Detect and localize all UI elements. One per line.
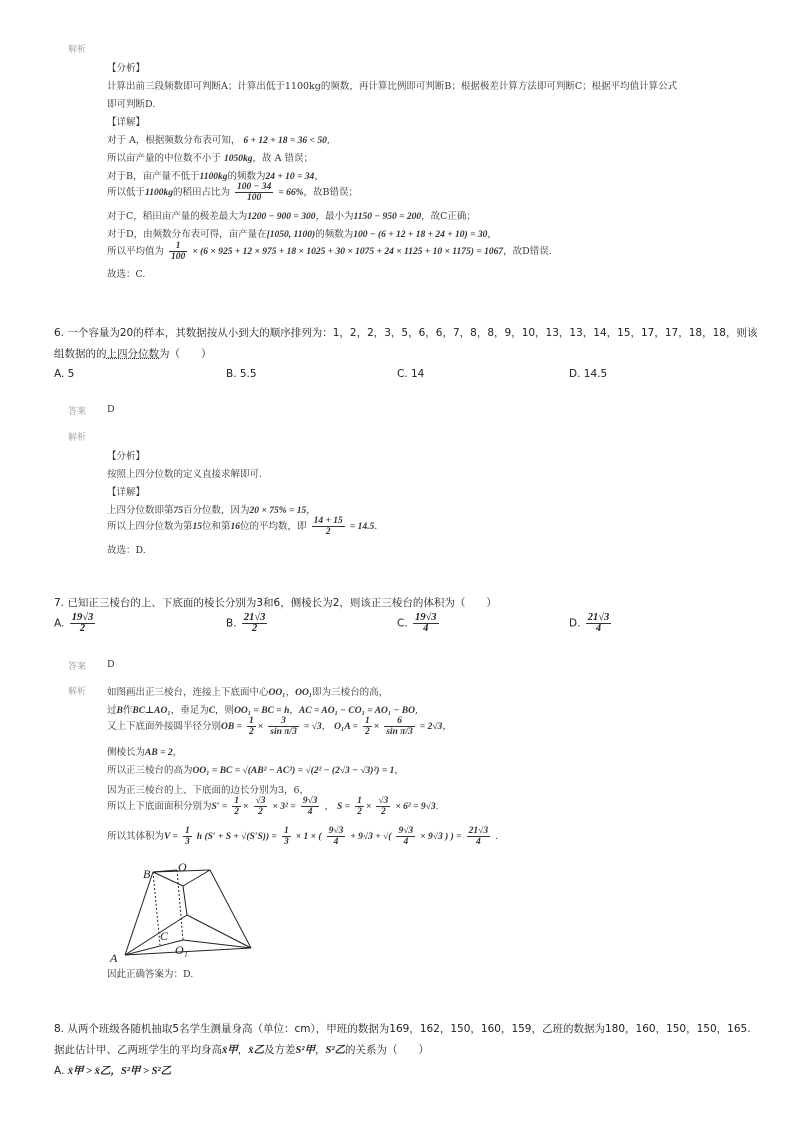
analysis-tag: 【分析】 xyxy=(107,451,146,462)
option-b: B. 5.5 xyxy=(226,368,257,380)
bottom-edge xyxy=(125,948,251,955)
analysis-label: 解析 xyxy=(68,45,87,55)
option-b: B. $\frac{21√3}{2}$ xyxy=(226,612,266,634)
option-c: C. 14 xyxy=(397,368,425,380)
option-a: A. $\frac{19√3}{2}$ xyxy=(54,612,94,634)
solution-line: 所以上下底面面积分别为S′ = $\frac{1}{2}$ × $\frac{√3}{2}$ × 3² = $\frac{9√3}{4}$ ， S = $\frac{1}{2}$ × $\frac{√3}{2}$ × 6² = 9√3. xyxy=(107,796,439,817)
solution-line: 又上下底面外接圆半径分别OB = $\frac{1}{2}$ × $\frac{3}{\text{sin π/3}}$ = √3， O₁A = $\frac{1}{2}$ × $\frac{6}{\text{sin π/3}}$ = 2√3， xyxy=(107,716,452,737)
right-edge xyxy=(210,870,251,948)
detail-tag: 【详解】 xyxy=(107,117,146,128)
analysis-line: 按照上四分位数的定义直接求解即可. xyxy=(107,469,263,480)
option-d: D. 14.5 xyxy=(569,368,608,380)
solution-line: 对于B，亩产量不低于1100kg的频数为24 + 10 = 34， xyxy=(107,171,324,182)
solution-line: 对于C，稻田亩产量的极差最大为1200 − 900 = 300，最小为1150 − 950 = 200，故C正确； xyxy=(107,211,476,222)
solution-line: 所以正三棱台的高为OO₁ = BC = √(AB² − AC²) = √(2² − (2√3 − √3)²) = 1， xyxy=(107,765,404,776)
solution-line: 所以上四分位数为第15位和第16位的平均数，即 $\frac{14 + 15}{2}$ = 14.5. xyxy=(107,516,378,537)
analysis-tag: 【分析】 xyxy=(107,63,146,74)
solution-line: 对于 A，根据频数分布表可知， 6 + 12 + 18 = 36 < 50, xyxy=(107,135,330,146)
solution-line: 如图画出正三棱台，连接上下底面中心OO₁，OO₁即为三棱台的高， xyxy=(107,687,389,698)
option-a: A. x̄甲 > x̄乙，S²甲 > S²乙 xyxy=(54,1065,172,1077)
segment-bc xyxy=(153,872,160,945)
answer-value: D xyxy=(107,404,115,415)
analysis-line: 计算出前三段频数即可判断A；计算出低于1100kg的频数，再计算比例即可判断B；根据极差计算方法即可判断C；根据平均值计算公式 xyxy=(107,81,678,92)
solution-line: 过B作BC⊥AO₁，垂足为C，则OO₁ = BC = h，AC = AO₁ − CO₁ = AO₁ − BO, xyxy=(107,705,418,716)
option-c: C. $\frac{19√3}{4}$ xyxy=(397,612,437,634)
question-stem: 据此估计甲、乙两班学生的平均身高x̄甲，x̄乙及方差S²甲，S²乙的关系为（ ） xyxy=(54,1044,429,1056)
label-o1: O₁ xyxy=(175,943,188,957)
solution-line: 侧棱长为AB = 2， xyxy=(107,747,183,758)
conclusion: 故选：C. xyxy=(107,269,146,280)
solution-line: 所以亩产量的中位数不小于 1050kg，故 A 错误； xyxy=(107,153,313,164)
detail-tag: 【详解】 xyxy=(107,487,146,498)
solution-line: 对于D，由频数分布表可得，亩产量在[1050, 1100)的频数为100 − (6 + 12 + 18 + 24 + 10) = 30， xyxy=(107,229,497,240)
answer-label: 答案 xyxy=(68,407,87,417)
question-stem: 6. 一个容量为20的样本，其数据按从小到大的顺序排列为：1，2，2，3，5，6，6，7，8，8，9，10，13，13，14，15，17，17，18，18，则该 xyxy=(54,327,758,339)
option-d: D. $\frac{21√3}{4}$ xyxy=(569,612,610,634)
answer-value: D xyxy=(107,659,115,670)
solution-line: 所以平均值为 $\frac{1}{100}$ × (6 × 925 + 12 × 975 + 18 × 1025 + 30 × 1075 + 24 × 1125 + 10 × 1175) = 1067，故D错误. xyxy=(107,241,552,262)
solution-line: 所以其体积为V = $\frac{1}{3}$ h (S′ + S + √(S′S)) = $\frac{1}{3}$ × 1 × ( $\frac{9√3}{4}$ + 9√3 + √( $\frac{9√3}{4}$ × 9√3 ) ) = $\frac{21√3}{4}$ . xyxy=(107,826,499,847)
frustum-figure xyxy=(105,858,265,968)
segment-o1-right xyxy=(183,940,251,948)
label-b: B xyxy=(143,867,151,881)
label-a: A xyxy=(110,951,118,965)
solution-line: 上四分位数即第75百分位数，因为20 × 75% = 15， xyxy=(107,505,316,516)
conclusion: 因此正确答案为：D. xyxy=(107,969,194,980)
label-c: C xyxy=(160,929,169,943)
question-stem: 8. 从两个班级各随机抽取5名学生测量身高（单位：cm），甲班的数据为169，162，150，160，159，乙班的数据为180，160，150，150，165. xyxy=(54,1023,751,1035)
analysis-label: 解析 xyxy=(68,687,87,697)
option-a: A. 5 xyxy=(54,368,75,380)
segment-oo1 xyxy=(177,870,183,940)
question-stem: 7. 已知正三棱台的上、下底面的棱长分别为3和6，侧棱长为2，则该正三棱台的体积为（ ） xyxy=(54,597,497,609)
question-stem: 组数据的的上四分位数为（ ） xyxy=(54,348,212,360)
left-edge xyxy=(125,872,153,955)
bottom-back-edge xyxy=(187,915,251,948)
top-back-edge xyxy=(183,870,210,886)
label-o: O xyxy=(178,860,187,874)
solution-line: 所以低于1100kg的稻田占比为 $\frac{100 - 34}{100}$ = 66%，故B错误； xyxy=(107,182,359,203)
solution-line: 因为正三棱台的上、下底面的边长分别为3，6， xyxy=(107,785,310,796)
back-lateral-edge xyxy=(183,886,187,915)
conclusion: 故选：D. xyxy=(107,545,146,556)
analysis-label: 解析 xyxy=(68,433,87,443)
analysis-line: 即可判断D. xyxy=(107,99,156,110)
answer-label: 答案 xyxy=(68,662,87,672)
